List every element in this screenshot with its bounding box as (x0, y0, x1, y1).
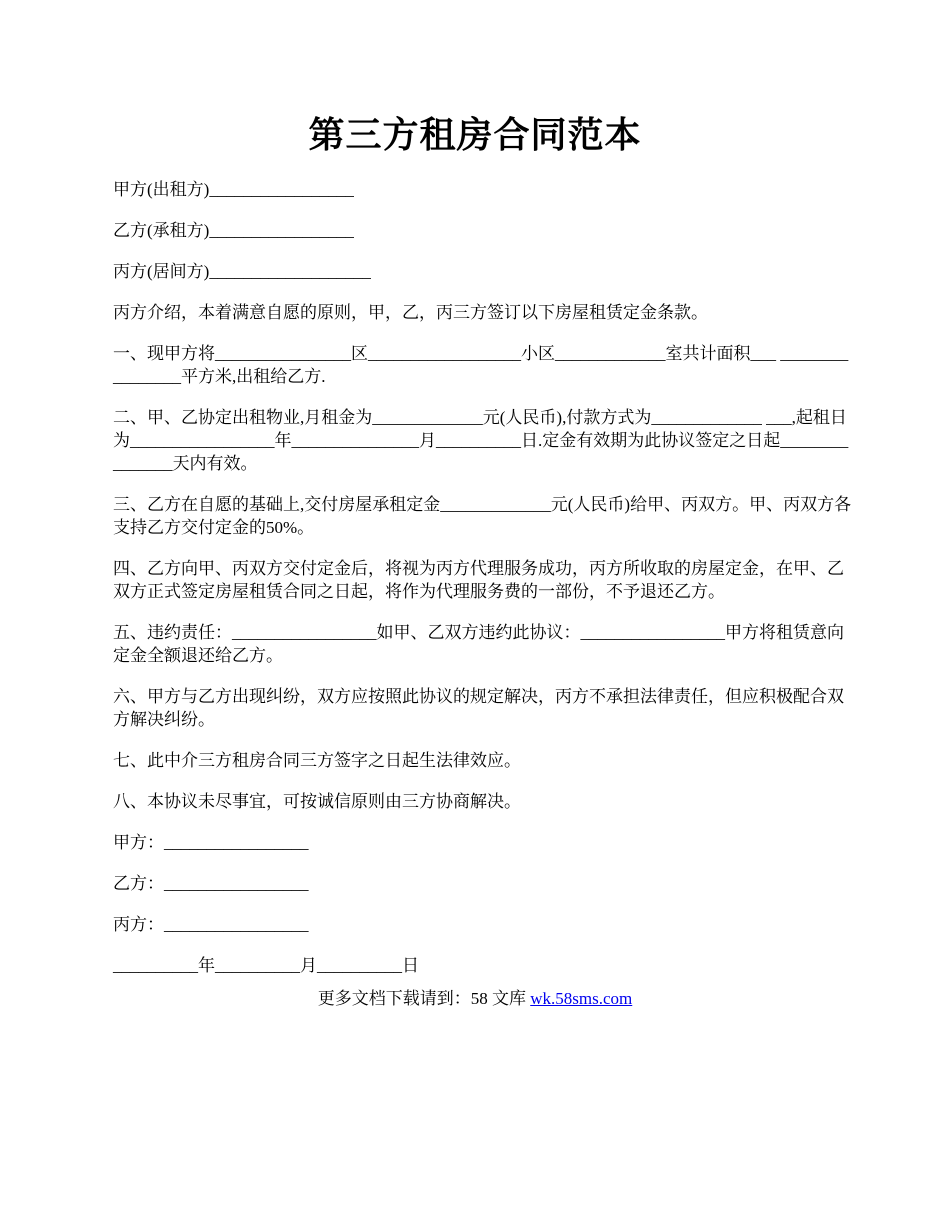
clause-5: 五、违约责任：_________________如甲、乙双方违约此协议：_________________甲方将租赁意向定金全额退还给乙方。 (113, 623, 844, 665)
footer-text: 更多文档下载请到：58 文库 (317, 989, 531, 1008)
clause-7: 七、此中介三方租房合同三方签字之日起生法律效应。 (113, 751, 521, 770)
signature-party-b: 乙方：_________________ (113, 874, 309, 893)
clause-2: 二、甲、乙协定出租物业,月租金为_____________元(人民币),付款方式为_____________ ___,起租日为_________________年_______________月__________日.定金有效期为此协议签定之日起_______________天内有效。 (113, 408, 849, 473)
party-b-line: 乙方(承租方)_________________ (113, 221, 354, 240)
party-a-line: 甲方(出租方)_________________ (113, 180, 354, 199)
clause-8: 八、本协议未尽事宜，可按诚信原则由三方协商解决。 (113, 792, 521, 811)
party-c-line: 丙方(居间方)___________________ (113, 262, 371, 281)
clause-6: 六、甲方与乙方出现纠纷，双方应按照此协议的规定解决，丙方不承担法律责任，但应积极配合双方解决纠纷。 (113, 687, 844, 729)
intro-paragraph: 丙方介绍，本着满意自愿的原则，甲，乙，丙三方签订以下房屋租赁定金条款。 (113, 303, 708, 322)
clause-1: 一、现甲方将________________区__________________小区_____________室共计面积___ ________________平方米,出租给乙方. (113, 344, 849, 386)
clause-4: 四、乙方向甲、丙双方交付定金后，将视为丙方代理服务成功，丙方所收取的房屋定金，在甲、乙双方正式签定房屋租赁合同之日起，将作为代理服务费的一部份，不予退还乙方。 (113, 559, 844, 601)
signature-party-a: 甲方：_________________ (113, 833, 309, 852)
footer-link[interactable]: wk.58sms.com (530, 989, 633, 1008)
signature-date: __________年__________月__________日 (113, 956, 419, 975)
footer (0, 987, 950, 1011)
document-title: 第三方租房合同范本 (308, 115, 642, 155)
clause-3: 三、乙方在自愿的基础上,交付房屋承租定金_____________元(人民币)给甲、丙双方。甲、丙双方各支持乙方交付定金的50%。 (113, 495, 852, 537)
document-body (113, 178, 853, 995)
signature-party-c: 丙方：_________________ (113, 915, 309, 934)
